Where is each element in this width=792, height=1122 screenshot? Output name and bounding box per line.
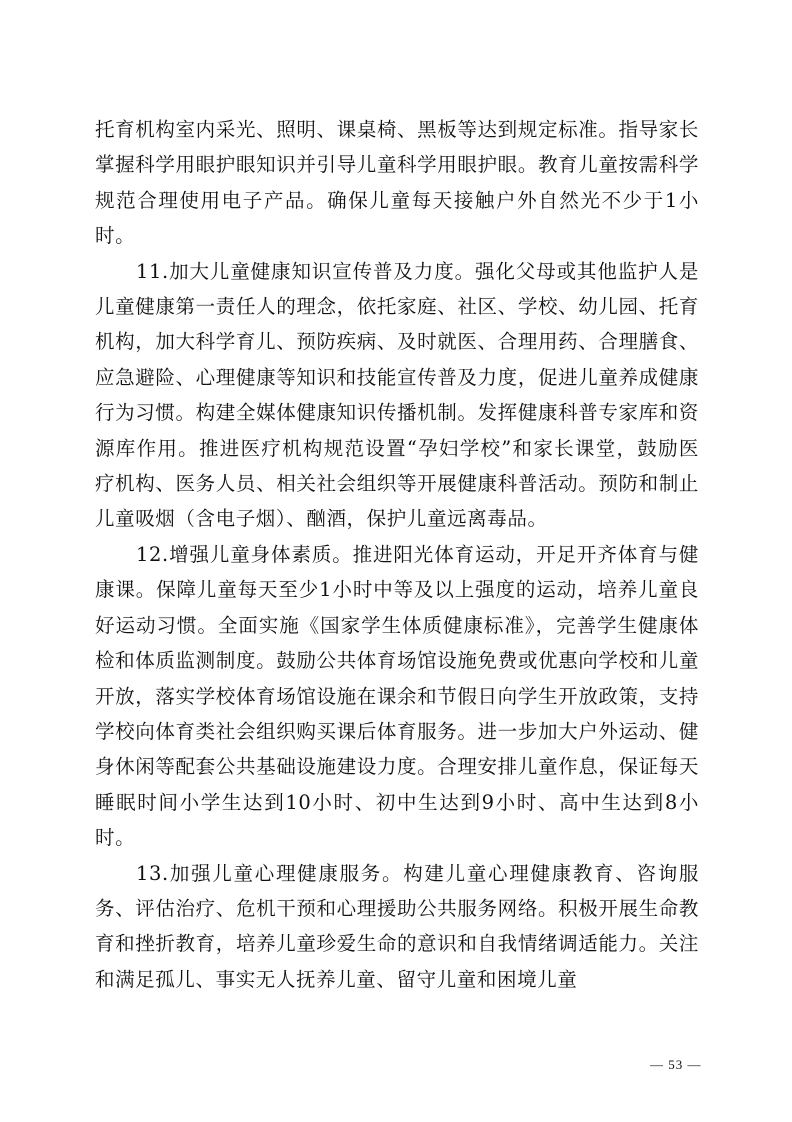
paragraph-item-12: 12.增强儿童身体素质。推进阳光体育运动，开足开齐体育与健康课。保障儿童每天至少1小时中等及以上强度的运动，培养儿童良好运动习惯。全面实施《国家学生体质健康标准》，完善学生健康体检和体质监测制度。鼓励公共体育场馆设施免费或优惠向学校和儿童开放，落实学校体育场馆设施在课余和节假日向学生开放政策，支持学校向体育类社会组织购买课后体育服务。进一步加大户外运动、健身休闲等配套公共基础设施建设力度。合理安排儿童作息，保证每天睡眠时间小学生达到10小时、初中生达到9小时、高中生达到8小时。 — [95, 542, 699, 850]
page-number: — 53 — — [650, 1057, 702, 1072]
paragraph-item-13: 13.加强儿童心理健康服务。构建儿童心理健康教育、咨询服务、评估治疗、危机干预和心理援助公共服务网络。积极开展生命教育和挫折教育，培养儿童珍爱生命的意识和自我情绪调适能力。关注和满足孤儿、事实无人抚养儿童、留守儿童和困境儿童 — [95, 861, 699, 991]
document-body — [95, 112, 699, 997]
paragraph-continued: 托育机构室内采光、照明、课桌椅、黑板等达到规定标准。指导家长掌握科学用眼护眼知识并引导儿童科学用眼护眼。教育儿童按需科学规范合理使用电子产品。确保儿童每天接触户外自然光不少于1小时。 — [95, 118, 699, 248]
paragraph-item-11: 11.加大儿童健康知识宣传普及力度。强化父母或其他监护人是儿童健康第一责任人的理念，依托家庭、社区、学校、幼儿园、托育机构，加大科学育儿、预防疾病、及时就医、合理用药、合理膳食、应急避险、心理健康等知识和技能宣传普及力度，促进儿童养成健康行为习惯。构建全媒体健康知识传播机制。发挥健康科普专家库和资源库作用。推进医疗机构规范设置“孕妇学校”和家长课堂，鼓励医疗机构、医务人员、相关社会组织等开展健康科普活动。预防和制止儿童吸烟（含电子烟）、酗酒，保护儿童远离毒品。 — [95, 259, 699, 531]
